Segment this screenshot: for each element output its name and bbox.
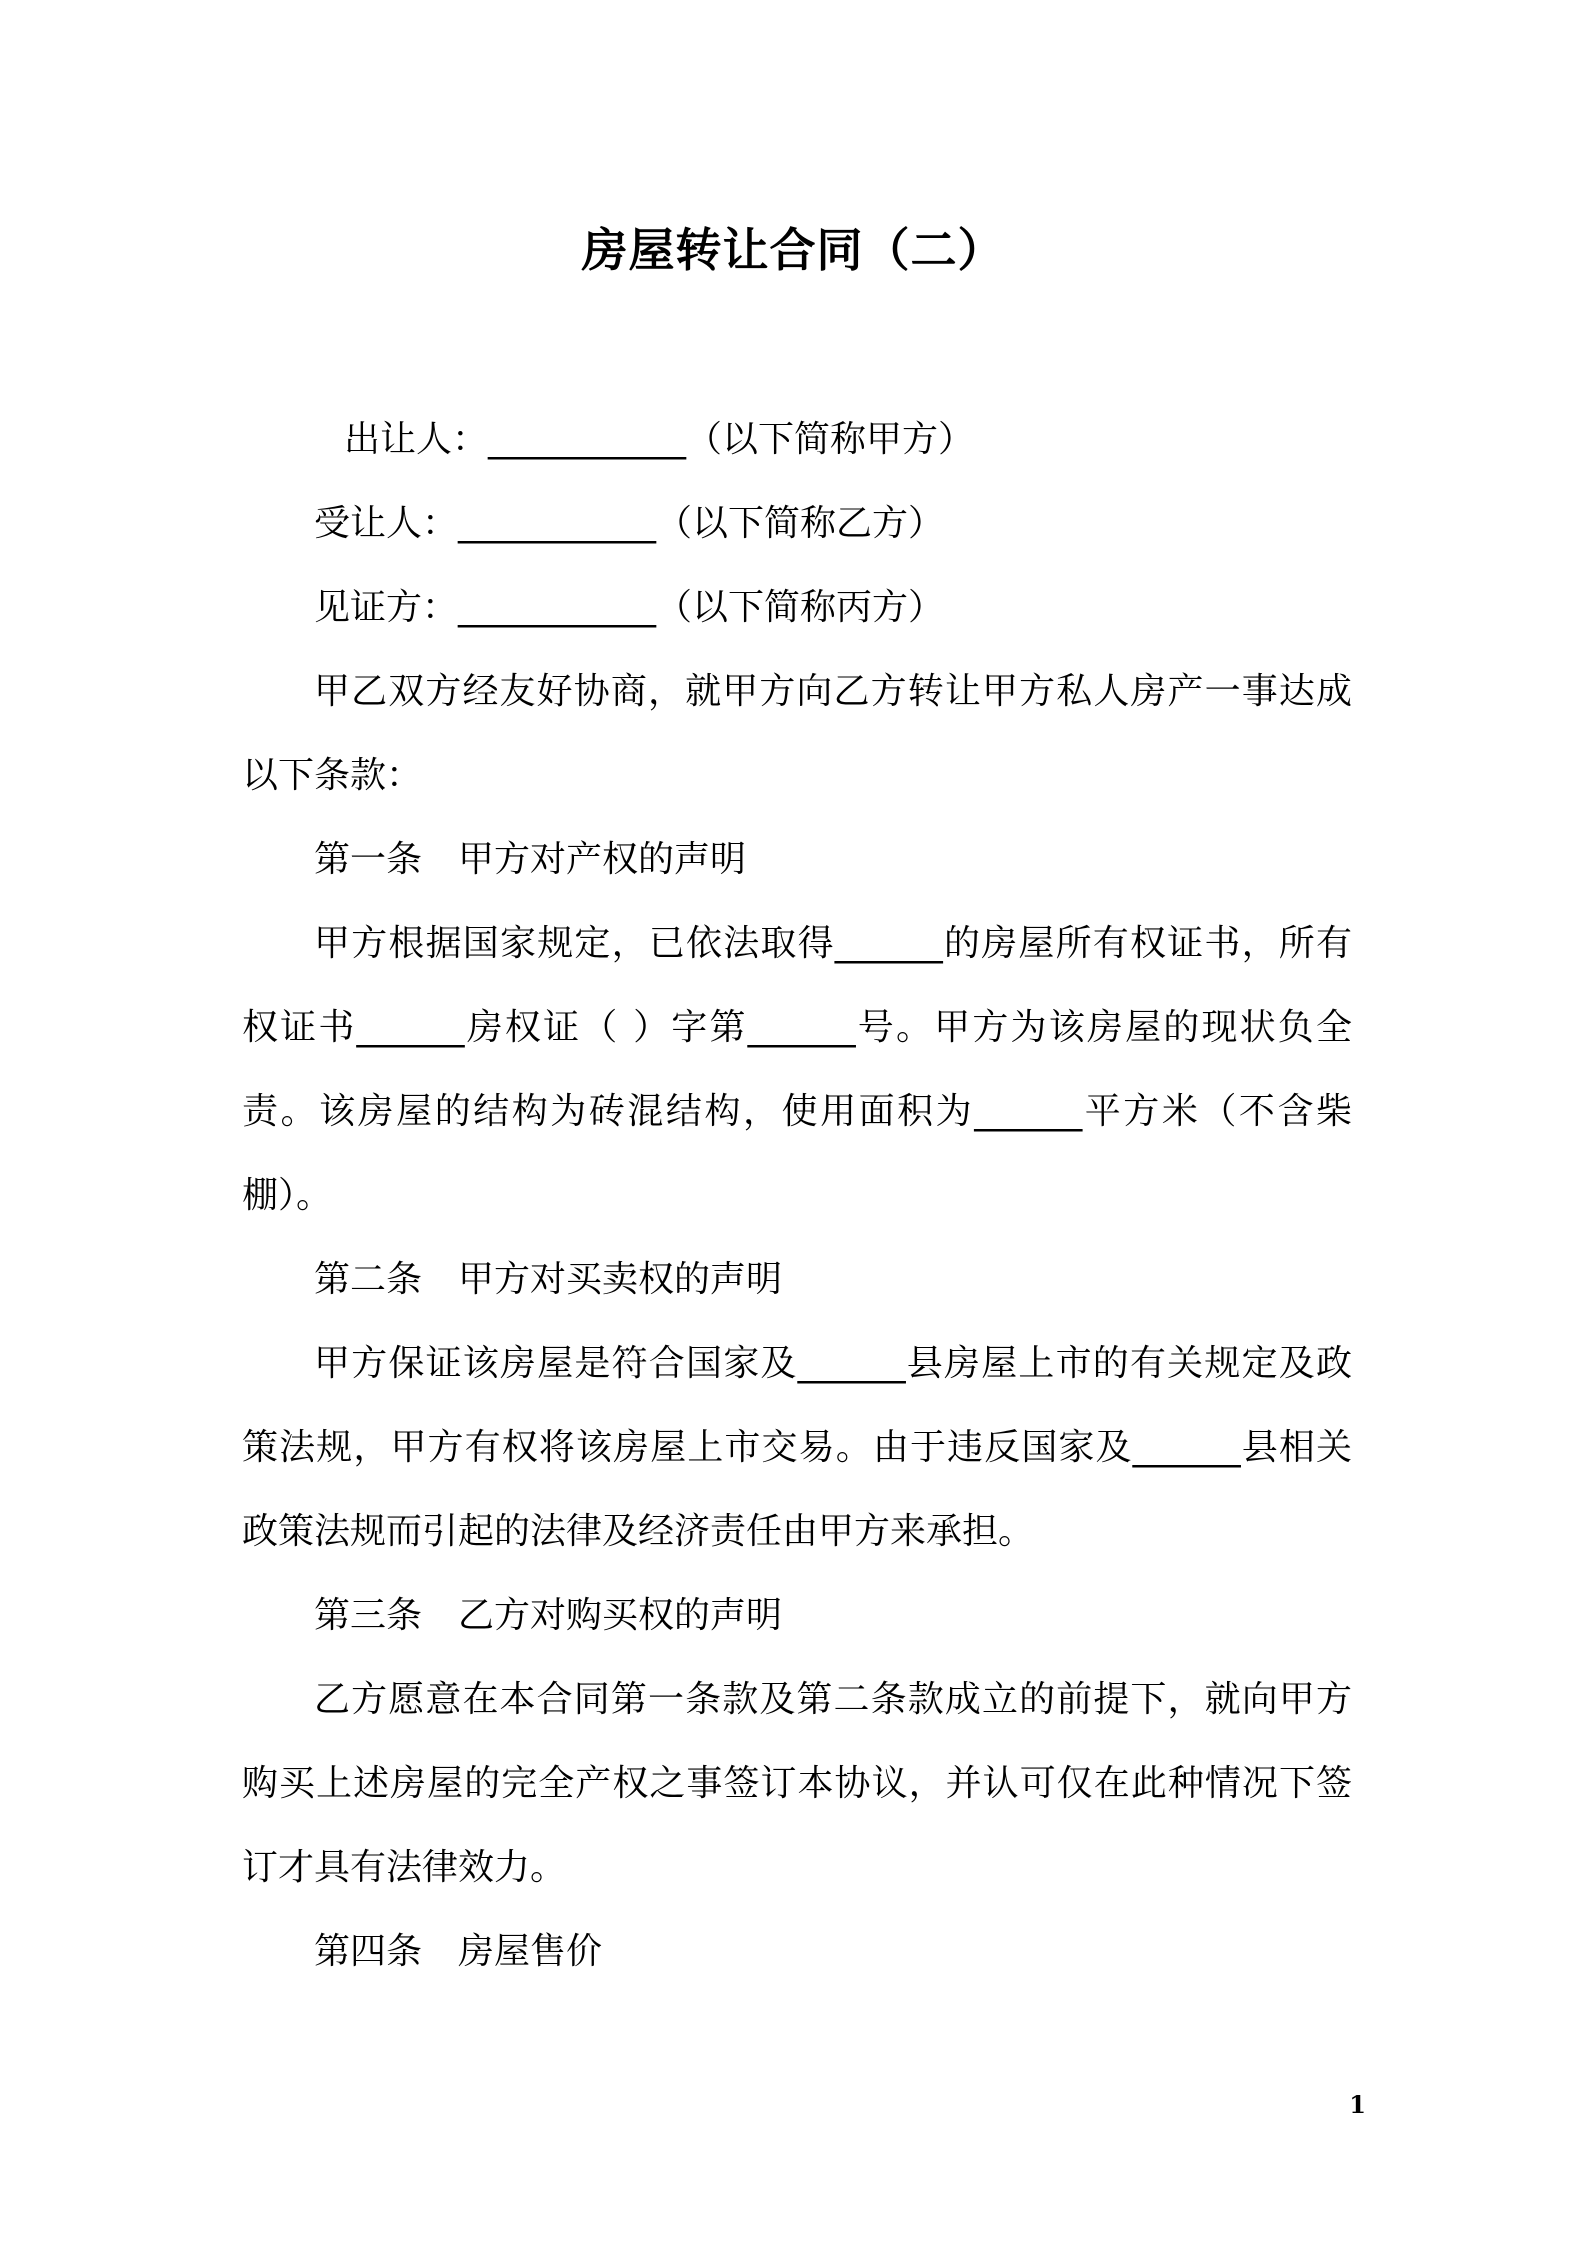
article-4-heading: 第四条 房屋售价	[314, 1931, 603, 1972]
article-2-text: 甲方保证该房屋是符合国家及______县房屋上市的有关规定及政策法规，甲方有权将该房屋上市交易。由于违反国家及______县相关政策法规而引起的法律及经济责任由甲方来承担。	[242, 1343, 1352, 1552]
article-3-text: 乙方愿意在本合同第一条款及第二条款成立的前提下，就向甲方购买上述房屋的完全产权之事签订本协议，并认可仅在此种情况下签订才具有法律效力。	[242, 1679, 1352, 1888]
article-3-heading: 第三条 乙方对购买权的声明	[314, 1595, 783, 1636]
article-1-heading: 第一条 甲方对产权的声明	[314, 839, 747, 880]
article-2-heading: 第二条 甲方对买卖权的声明	[314, 1259, 783, 1300]
article-1-text: 甲方根据国家规定，已依法取得______的房屋所有权证书，所有权证书______房权证（ ）字第______号。甲方为该房屋的现状负全责。该房屋的结构为砖混结构，使用面积为______平方米（不含柴棚）。	[242, 923, 1352, 1216]
party-transferor-line: 出让人：___________（以下简称甲方）	[344, 419, 975, 460]
intro-paragraph: 甲乙双方经友好协商，就甲方向乙方转让甲方私人房产一事达成以下条款：	[242, 671, 1352, 796]
document-body	[242, 398, 1352, 1994]
document-title: 房屋转让合同（二）	[581, 223, 1005, 277]
party-witness-line: 见证方：___________（以下简称丙方）	[314, 587, 945, 628]
party-transferee-line: 受让人：___________（以下简称乙方）	[314, 503, 945, 544]
page-number: 1	[1349, 2090, 1366, 2119]
